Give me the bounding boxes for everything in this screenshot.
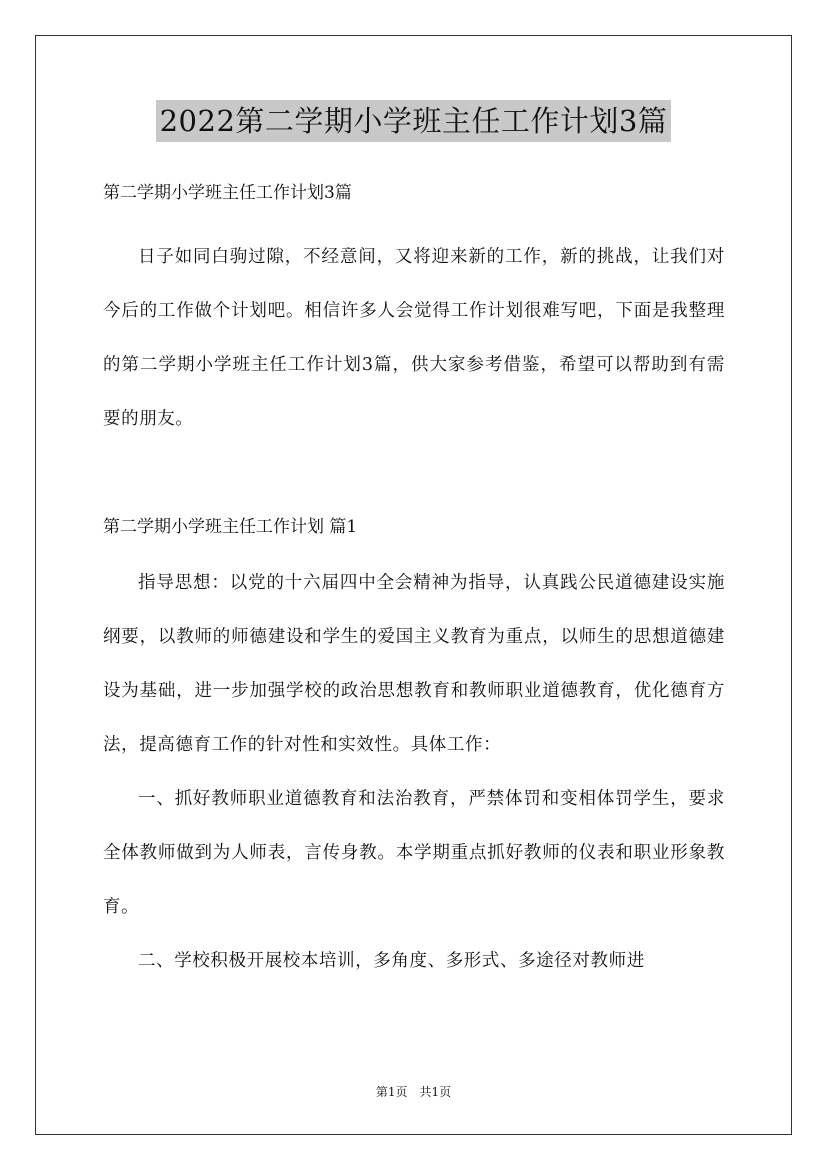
document-body (103, 176, 725, 988)
body-paragraph-3: 二、学校积极开展校本培训，多角度、多形式、多途径对教师进 (138, 951, 645, 971)
document-title: 2022第二学期小学班主任工作计划3篇 (156, 100, 672, 142)
page-number: 第1页 共1页 (375, 1085, 452, 1099)
title-container (0, 100, 827, 142)
spacer (103, 544, 725, 556)
document-subtitle: 第二学期小学班主任工作计划3篇 (103, 183, 352, 203)
intro-paragraph: 日子如同白驹过隙，不经意间，又将迎来新的工作，新的挑战，让我们对今后的工作做个计划吧。相信许多人会觉得工作计划很难写吧，下面是我整理的第二学期小学班主任工作计划3篇，供大家参考借鉴，希望可以帮助到有需要的朋友。 (103, 247, 725, 429)
spacer (103, 210, 725, 222)
section-heading: 第二学期小学班主任工作计划 篇1 (103, 517, 358, 537)
spacer (103, 446, 725, 510)
body-paragraph-2: 一、抓好教师职业道德教育和法治教育，严禁体罚和变相体罚学生，要求全体教师做到为人师表，言传身教。本学期重点抓好教师的仪表和职业形象教育。 (103, 789, 725, 917)
body-paragraph-1: 指导思想：以党的十六届四中全会精神为指导，认真践公民道德建设实施纲要，以教师的师德建设和学生的爱国主义教育为重点，以师生的思想道德建设为基础，进一步加强学校的政治思想教育和教师职业道德教育，优化德育方法，提高德育工作的针对性和实效性。具体工作： (103, 573, 725, 755)
